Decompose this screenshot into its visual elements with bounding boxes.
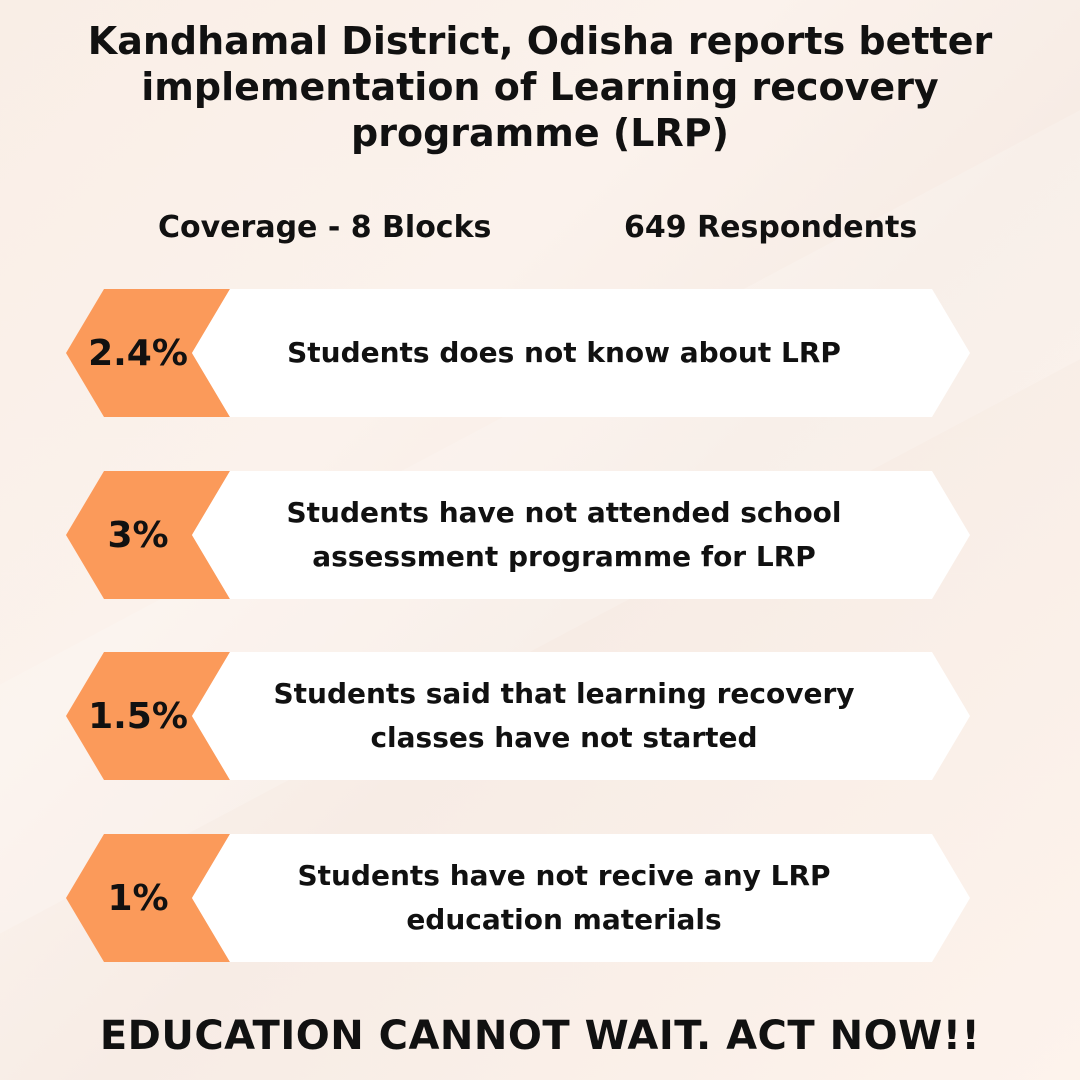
percent-value: 3% (107, 514, 169, 556)
stat-row (66, 652, 970, 780)
stat-row (66, 834, 970, 962)
percent-value: 2.4% (88, 332, 188, 374)
description-text: Students does not know about LRP (287, 336, 841, 369)
coverage-stat: Coverage - 8 Blocks (158, 210, 492, 245)
description-text: Students said that learning recovery classes have not started (273, 677, 855, 754)
call-to-action: EDUCATION CANNOT WAIT. ACT NOW!! (99, 1013, 981, 1059)
page-title: Kandhamal District, Odisha reports better implementation of Learning recovery programme (LRP) (87, 19, 993, 155)
description-text: Students have not recive any LRP education materials (297, 859, 831, 936)
description-text: Students have not attended school assessment programme for LRP (286, 496, 842, 573)
stat-row (66, 471, 970, 599)
respondents-stat: 649 Respondents (624, 210, 918, 245)
stat-row (66, 289, 970, 417)
percent-value: 1% (107, 877, 169, 919)
percent-value: 1.5% (88, 695, 188, 737)
